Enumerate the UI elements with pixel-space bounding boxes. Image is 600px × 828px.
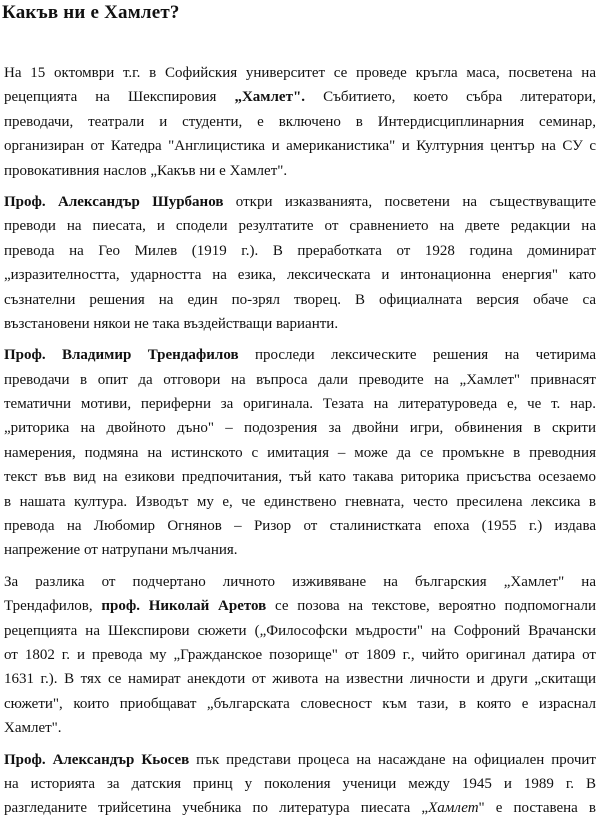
text-line — [4, 288, 596, 312]
text-segment: преводи на пиесата, и сподели резултатите от сравнението на двете редакции на — [4, 218, 596, 235]
text-segment: тематични мотиви, периферни за оригинала. Тезата на литературоведа е, че т. нар. — [4, 396, 596, 413]
text-line — [4, 392, 596, 416]
text-segment: превода на Гео Милев (1919 г.). В преработката от 1928 година доминират — [4, 242, 596, 259]
text-segment: от 1802 г. и превода му „Гражданское позорище" от 1809 г., чийто оригинал датира от — [4, 646, 596, 663]
text-segment: провокативния наслов „Какъв ни е Хамлет". — [4, 162, 288, 179]
text-segment: 1631 г.). В тях се намират анекдоти от живота на известни личности и други „скитащи — [4, 671, 596, 688]
text-line — [4, 214, 596, 238]
bold-name: проф. Николай Аретов — [101, 598, 267, 615]
text-line — [4, 416, 596, 440]
text-line — [4, 619, 596, 643]
text-segment: откри изказванията, посветени на съществуващите — [223, 193, 596, 210]
text-segment: възстановени някои не така въздействащи варианти. — [4, 315, 339, 332]
text-segment: Трендафилов, — [4, 598, 102, 615]
text-segment: преводачи в опит да отговори на въпроса дали преводите на „Хамлет" привнасят — [4, 371, 596, 388]
text-segment: рецепцията на Шекспировия — [4, 89, 235, 106]
text-segment: Събитието, което събра литератори, — [305, 89, 596, 106]
paragraph — [4, 190, 596, 336]
text-line — [4, 538, 596, 562]
article-title: Какъв ни е Хамлет? — [2, 2, 180, 23]
text-segment: „изразителността, ударността на езика, лексическата и интонационна енергия" като — [4, 267, 596, 284]
text-segment: напрежение от натрупани мълчания. — [4, 542, 238, 559]
text-line — [4, 570, 596, 594]
text-segment: сюжети", които приобщават „българската словесност към тази, в която е израснал — [4, 695, 596, 712]
text-line — [4, 490, 596, 514]
text-segment: рецепцията на Шекспирови сюжети („Философски мъдрости" на Софроний Врачански — [4, 622, 596, 639]
text-line — [4, 134, 596, 158]
text-segment: " е поставена в — [478, 800, 596, 817]
text-segment: превода на Любомир Огнянов – Ризор от сталинистката епоха (1955 г.) издава — [4, 518, 596, 535]
text-line — [4, 465, 596, 489]
text-segment: на историята за датския принц у поколения ученици между 1945 и 1989 г. В — [4, 775, 596, 792]
text-segment: За разлика от подчертано личното изживяване на българския „Хамлет" на — [4, 573, 596, 590]
text-line — [4, 772, 596, 796]
text-line — [4, 643, 596, 667]
text-segment: проследи лексическите решения на четирима — [238, 347, 596, 364]
bold-name: „Хамлет". — [234, 89, 306, 106]
bold-name: Проф. Александър Кьосев — [4, 751, 190, 768]
text-line — [4, 85, 596, 109]
bold-name: Проф. Александър Шурбанов — [4, 193, 224, 210]
text-line — [4, 263, 596, 287]
text-line — [4, 343, 596, 367]
text-segment: На 15 октомври т.г. в Софийския университет се проведе кръгла маса, посветена на — [4, 65, 596, 81]
text-segment: намерения, подмяна на истинското с имитация – може да се промъкне в преводния — [4, 444, 596, 461]
text-line — [4, 159, 596, 183]
text-line — [4, 190, 596, 214]
text-segment: текст във вид на езикови предпочитания, тъй като такава риторика присъства осезаемо — [4, 469, 596, 486]
text-line — [4, 239, 596, 263]
text-line — [4, 110, 596, 134]
text-line — [4, 594, 596, 618]
text-line — [4, 368, 596, 392]
text-line — [4, 667, 596, 691]
text-segment: пък представи процеса на насаждане на официален прочит — [189, 751, 596, 768]
bold-name: Проф. Владимир Трендафилов — [4, 347, 239, 364]
paragraph — [4, 748, 596, 821]
text-line — [4, 441, 596, 465]
text-segment: организиран от Катедра "Англицистика и американистика" и Културния център на СУ с — [4, 138, 596, 155]
text-line — [4, 514, 596, 538]
paragraph — [4, 570, 596, 741]
text-segment: съзнателни решения на един по-зрял творец. В официалната версия обаче са — [4, 291, 596, 308]
text-segment: Хамлет". — [4, 720, 62, 737]
text-segment: „риторика на двойното дъно" – подозрения за двойни игри, обвинения в скрити — [4, 420, 596, 437]
text-line — [4, 61, 596, 85]
text-line — [4, 716, 596, 740]
text-segment: в нашата култура. Изводът му е, че единствено гневната, често пресилена лексика в — [4, 493, 596, 510]
text-line — [4, 692, 596, 716]
article-body — [4, 61, 596, 828]
text-line — [4, 312, 596, 336]
text-segment: се позова на текстове, вероятно подпомогнали — [266, 598, 596, 615]
italic-text: Хамлет — [428, 800, 479, 817]
paragraph — [4, 343, 596, 563]
paragraph — [4, 61, 596, 183]
text-segment: преводачи, театрали и студенти, е включено в Интердисциплинарния семинар, — [4, 113, 596, 130]
text-line — [4, 748, 596, 772]
text-segment: разгледаните трийсетина учебника по литература пиесата „ — [4, 800, 429, 817]
